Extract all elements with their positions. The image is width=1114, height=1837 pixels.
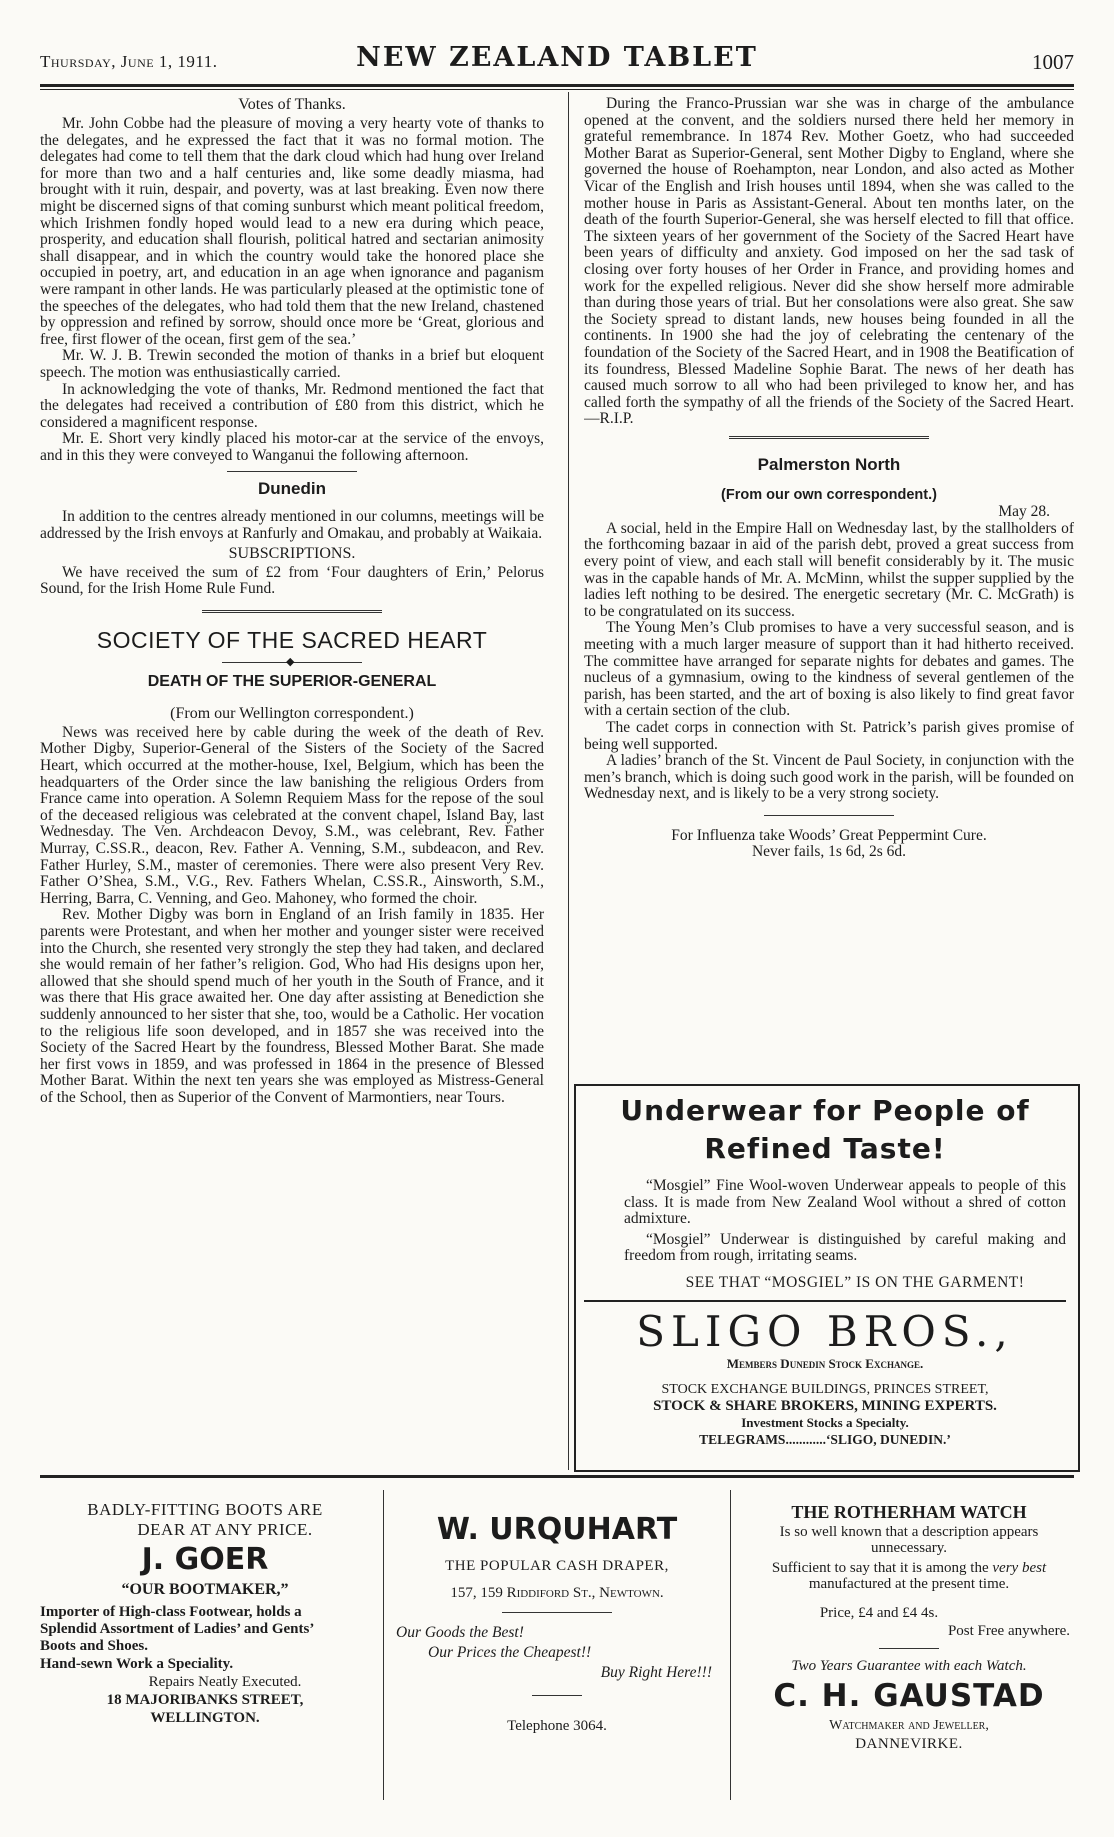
gaustad-name: C. H. GAUSTAD — [773, 1678, 1045, 1714]
gaustad-p2-part-b: very best — [992, 1560, 1047, 1576]
ads-top-rule — [40, 1475, 1074, 1478]
section-rule-right — [764, 815, 894, 816]
urquhart-tagline: THE POPULAR CASH DRAPER, — [445, 1558, 669, 1574]
gaustad-paragraph-1: Is so well known that a description appears unnecessary. — [779, 1524, 1039, 1556]
goer-paragraph-2: Hand-sewn Work a Speciality. — [40, 1656, 234, 1672]
goer-city: WELLINGTON. — [150, 1710, 260, 1726]
palmerston-heading: Palmerston North — [757, 454, 901, 474]
sacred-paragraph-2: Rev. Mother Digby was born in England of an Irish family in 1835. Her parents were Protestant, and when her mother and younger sister were received into the Church, she resented very strongly the step they had taken, and declared she would remain of her father’s religion. God, Who had His designs upon her, allowed that she should spend much of her youth in the South of France, and it was there that His grace awaited her. One day after assisting at Benediction she suddenly announced to her sister that she, too, would be a Catholic. Her vocation to the religious life soon developed, and in 1857 she was received into the Society of the Sacred Heart by the foundress, Blessed Mother Barat. She made her first vows in 1859, and was professed in 1864 in the presence of Blessed Mother Barat. Within the next ten years she was employed as Mistress-General of the School, then as Superior of the Convent of Marmontiers, near Tours. — [40, 906, 544, 1106]
subscriptions-heading: SUBSCRIPTIONS. — [228, 544, 356, 562]
sligo-members: Members Dunedin Stock Exchange. — [726, 1355, 924, 1371]
dunedin-paragraph: In addition to the centres already mentioned in our columns, meetings will be addressed by the Irish envoys at Ranfurly and Omakau, and probably at Waikaia. — [40, 508, 544, 543]
gaustad-guarantee: Two Years Guarantee with each Watch. — [791, 1658, 1027, 1674]
column-divider — [568, 92, 569, 1470]
palmerston-paragraph-4: A ladies’ branch of the St. Vincent de Paul Society, in conjunction with the men’s branch, which is doing such good work in the parish, will be founded on Wednesday next, and is likely to be a very strong society. — [584, 752, 1074, 803]
influenza-line-2: Never fails, 1s 6d, 2s 6d. — [751, 842, 907, 860]
votes-heading: Votes of Thanks. — [238, 96, 346, 113]
palmerston-byline: (From our own correspondent.) — [721, 486, 937, 503]
influenza-notice — [584, 828, 1074, 860]
wellington-byline: (From our Wellington correspondent.) — [170, 704, 414, 722]
underwear-paragraph-3: SEE THAT “MOSGIEL” IS ON THE GARMENT! — [685, 1273, 1025, 1291]
urquhart-rule-2 — [532, 1695, 582, 1696]
sligo-brokers: STOCK & SHARE BROKERS, MINING EXPERTS. — [653, 1397, 997, 1414]
urquhart-rule — [502, 1612, 612, 1613]
sligo-name: SLIGO BROS., — [636, 1306, 1014, 1356]
section-rule — [227, 471, 357, 472]
palmerston-paragraph-3: The cadet corps in connection with St. Patrick’s parish gives promise of being well supported. — [584, 719, 1074, 753]
goer-paragraph-3: Repairs Neatly Executed. — [148, 1674, 302, 1690]
goer-tagline: “OUR BOOTMAKER,” — [121, 1581, 289, 1598]
sligo-address: STOCK EXCHANGE BUILDINGS, PRINCES STREET, — [661, 1381, 989, 1397]
goer-line-1: BADLY-FITTING BOOTS ARE — [87, 1500, 323, 1519]
goer-name: J. GOER — [141, 1542, 269, 1577]
diamond-ornament-icon: ◆ — [286, 655, 295, 668]
urquhart-telephone: Telephone 3064. — [507, 1718, 607, 1734]
palmerston-paragraph-1: A social, held in the Empire Hall on Wednesday last, by the stallholders of the forthcoming bazaar in aid of the parish debt, proved a great success from every point of view, and each stall will benefit considerably by it. The music was in the capable hands of Mr. A. McMinn, whilst the supper supplied by the ladies left nothing to be desired. The energetic secretary (Mr. C. McGrath) is to be congratulated on its success. — [584, 519, 1074, 620]
urquhart-slogan-3: Buy Right Here!!! — [600, 1664, 712, 1681]
palmerston-date: May 28. — [998, 502, 1050, 520]
votes-paragraph-4: Mr. E. Short very kindly placed his motor-car at the service of the envoys, and in this they were conveyed to Wanganui the following afternoon. — [40, 430, 544, 464]
urquhart-name: W. URQUHART — [436, 1512, 678, 1547]
section-double-rule-right — [729, 436, 929, 439]
gaustad-price: Price, £4 and £4 4s. — [819, 1605, 939, 1621]
masthead — [40, 42, 1074, 84]
issue-date: Thursday, June 1, 1911. — [40, 52, 218, 71]
masthead-rule — [40, 84, 1074, 87]
sacred-continued-paragraph: During the Franco-Prussian war she was in charge of the ambulance opened at the convent, and the soldiers nursed there held her memory in grateful remembrance. In 1874 Rev. Mother Goetz, who had succeeded Mother Barat as Superior-General, sent Mother Digby to England, where she governed the house of Roehampton, near London, and also acted as Mother Vicar of the English and Irish houses until 1894, when she was called to the mother house in Paris as Assistant-General. About ten months later, on the death of the fourth Superior-General, she was herself elected to fill that office. The sixteen years of her government of the Society of the Sacred Heart have been years of difficulty and anxiety. God imposed on her the sad task of closing over forty houses of her Order in France, and providing homes and work for the expelled religious. Never did she show herself more admirable than during those years of trial. But her consolations were also great. She saw the Society spread to distant lands, new houses being founded in all the continents. In 1900 she had the joy of celebrating the centenary of the foundation of the Society of the Sacred Heart, and in 1908 the Beatification of its foundress, Blessed Madeline Sophie Barat. The news of her death has caused much sorrow to all who had been privileged to know her, and has called forth the sympathy of all the friends of the Society of the Sacred Heart.—R.I.P. — [584, 96, 1074, 428]
urquhart-ad — [392, 1510, 722, 1800]
gaustad-ad — [742, 1500, 1076, 1800]
gaustad-p2-part-c: manufactured at the present time. — [808, 1576, 1010, 1592]
gaustad-paragraph-2 — [742, 1560, 1076, 1592]
palmerston-paragraph-2: The Young Men’s Club promises to have a very successful season, and is meeting with a much larger measure of support than it had hitherto received. The committee have arranged for separate nights for debates and games. The nucleus of a gymnasium, owing to the kindness of several gentlemen of the parish, has been started, and the art of boxing is also likely to find great favor with a certain section of the club. — [584, 619, 1074, 720]
sligo-telegrams: TELEGRAMS............‘SLIGO, DUNEDIN.’ — [699, 1431, 951, 1447]
goer-line-2: DEAR AT ANY PRICE. — [137, 1520, 313, 1539]
sligo-speciality: Investment Stocks a Specialty. — [741, 1414, 909, 1430]
superior-general-heading: DEATH OF THE SUPERIOR-GENERAL — [147, 672, 437, 690]
masthead-rule-thin — [40, 89, 1074, 90]
goer-address: 18 MAJORIBANKS STREET, — [106, 1692, 304, 1708]
votes-paragraph-1: Mr. John Cobbe had the pleasure of moving a very hearty vote of thanks to the delegates, and he expressed the fact that it was no formal motion. The delegates had come to tell them that the dark cloud which had hung over Ireland for more than two and a half centuries and, like some deadly miasma, had brought with it ruin, despair, and poverty, was at last breaking. Even now there might be discerned signs of that coming sunburst which meant political freedom, which Irishmen fondly hoped would lead to a new era during which peace, prosperity, and education shall flourish, political hatred and sectarian animosity shall disappear, and in which the country would take the honored place she occupied in poetry, art, and education in an age when ignorance and paganism were rampant in other lands. He was particularly pleased at the optimistic tone of the speeches of the delegates, who had told them that the new Ireland, chastened by oppression and refined by sorrow, should once more be ‘Great, glorious and free, first flower of the ocean, first gem of the sea.’ — [40, 115, 544, 348]
right-column — [584, 96, 1074, 1096]
gaustad-rule — [879, 1648, 939, 1649]
underwear-ad — [584, 1092, 1066, 1462]
gaustad-city: DANNEVIRKE. — [855, 1736, 963, 1752]
underwear-paragraph-2: “Mosgiel” Underwear is distinguished by careful making and freedom from rough, irritating seams. — [624, 1230, 1066, 1265]
ads-divider-1 — [383, 1490, 384, 1800]
votes-paragraph-3: In acknowledging the vote of thanks, Mr. Redmond mentioned the fact that the delegates had received a contribution of £80 from this district, which he considered a magnificent response. — [40, 380, 544, 431]
underwear-headline: Underwear for People of Refined Taste! — [620, 1094, 1030, 1165]
newspaper-title: NEW ZEALAND TABLET — [356, 42, 758, 73]
urquhart-address: 157, 159 Riddiford St., Newtown. — [450, 1585, 664, 1601]
subscriptions-paragraph: We have received the sum of £2 from ‘Four daughters of Erin,’ Pelorus Sound, for the Irish Home Rule Fund. — [40, 563, 544, 598]
left-column — [40, 96, 544, 1470]
gaustad-title: THE ROTHERHAM WATCH — [791, 1502, 1027, 1522]
gaustad-trade: Watchmaker and Jeweller, — [829, 1718, 989, 1733]
sacred-paragraph-1: News was received here by cable during the week of the death of Rev. Mother Digby, Superior-General of the Sisters of the Society of the Sacred Heart, which occurred at the mother-house, Ixel, Belgium, which has been the headquarters of the Order since the law banishing the religious Orders from France came into operation. A Solemn Requiem Mass for the repose of the soul of the deceased religious was celebrated at the convent chapel, Island Bay, last Wednesday. The Ven. Archdeacon Devoy, S.M., was celebrant, Rev. Father Murray, C.SS.R., deacon, Rev. Father A. Venning, S.M., subdeacon, and Rev. Father Hurley, S.M., master of ceremonies. There were also present Very Rev. Father O’Shea, S.M., V.G., Rev. Fathers Whelan, C.SS.R., Ainsworth, S.M., Herring, Barra, C. Venning, and Geo. Mahoney, who formed the choir. — [40, 723, 544, 907]
section-double-rule — [202, 610, 382, 613]
gaustad-post: Post Free anywhere. — [947, 1623, 1070, 1639]
influenza-line-1: For Influenza take Woods’ Great Peppermint Cure. — [671, 826, 987, 844]
urquhart-slogan-2: Our Prices the Cheapest!! — [428, 1644, 592, 1661]
urquhart-slogan-1: Our Goods the Best! — [396, 1624, 524, 1641]
ornament-rule — [222, 655, 362, 668]
page-number: 1007 — [1032, 50, 1074, 74]
sligo-divider — [584, 1300, 1066, 1302]
gaustad-p2-part-a: Sufficient to say that it is among the — [771, 1560, 989, 1576]
votes-paragraph-2: Mr. W. J. B. Trewin seconded the motion of thanks in a brief but eloquent speech. The motion was enthusiastically carried. — [40, 347, 544, 381]
underwear-paragraph-1: “Mosgiel” Fine Wool-woven Underwear appeals to people of this class. It is made from New Zealand Wool without a shred of cotton admixture. — [624, 1177, 1066, 1228]
sacred-heart-heading: SOCIETY OF THE SACRED HEART — [96, 626, 488, 653]
ads-divider-2 — [730, 1490, 731, 1800]
goer-paragraph-1: Importer of High-class Footwear, holds a Splendid Assortment of Ladies’ and Gents’ Boots and Shoes. — [40, 1604, 314, 1654]
goer-ad — [40, 1500, 370, 1800]
dunedin-heading: Dunedin — [258, 479, 326, 499]
